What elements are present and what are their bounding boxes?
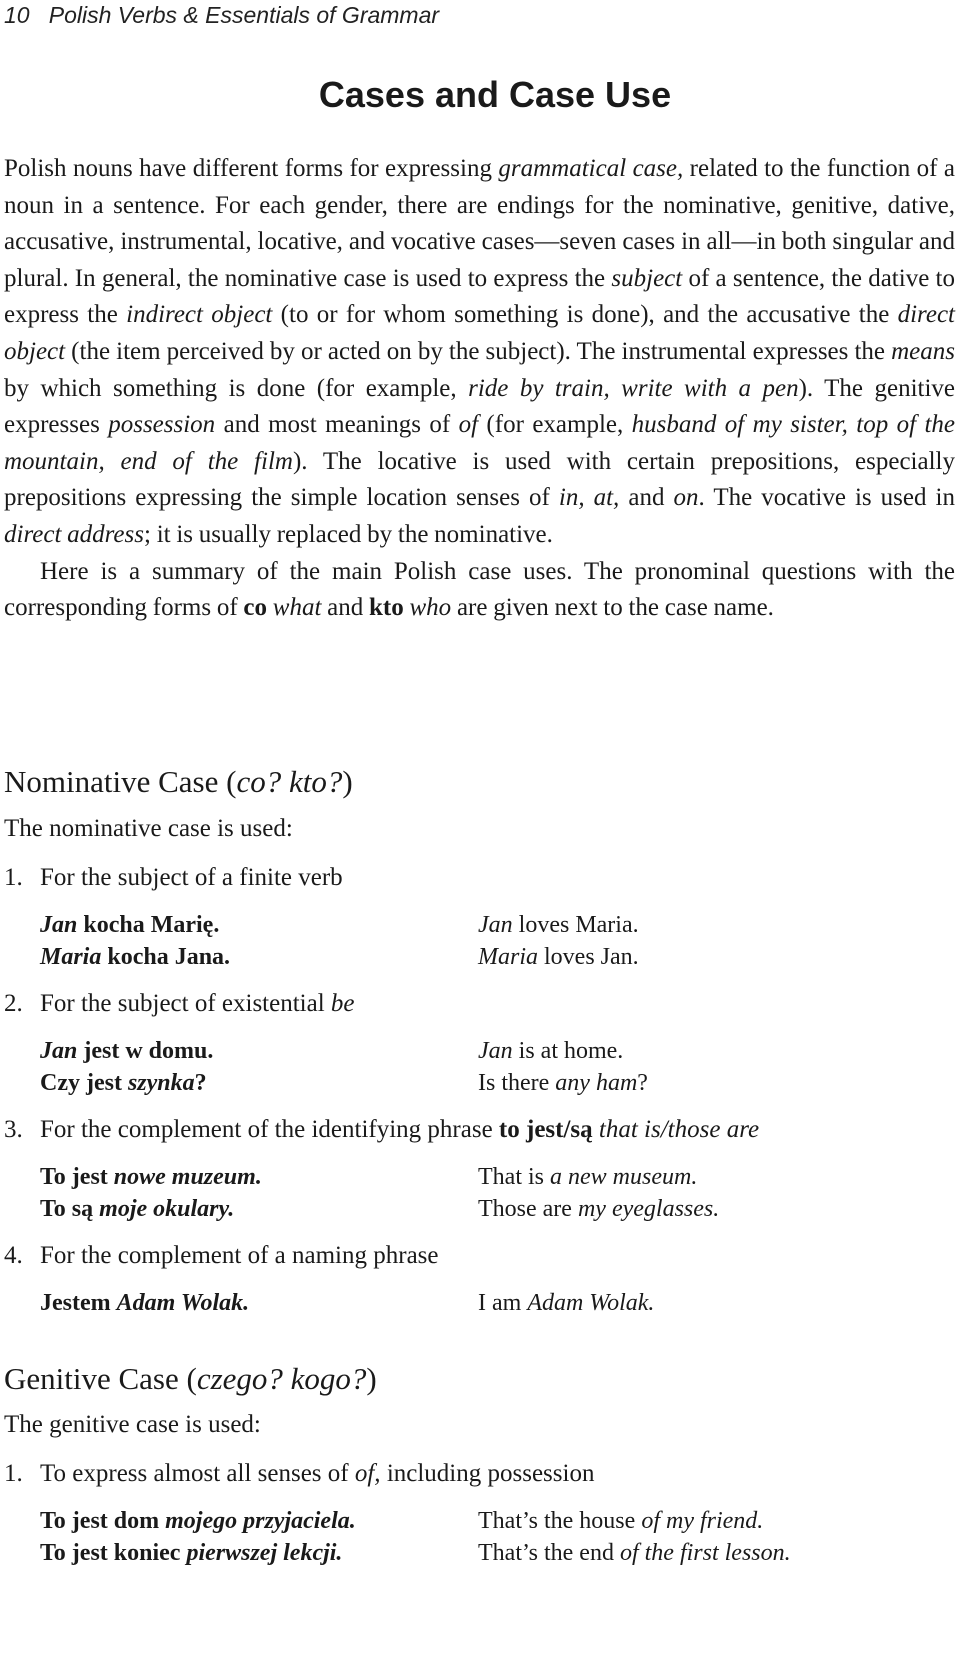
english-translation: That is a new museum. (478, 1164, 698, 1190)
section-heading-genitive: Genitive Case (czego? kogo?) (4, 1361, 377, 1396)
english-translation: That’s the end of the first lesson. (478, 1540, 791, 1566)
example-row (40, 1287, 940, 1319)
english-translation: Is there any ham? (478, 1070, 648, 1096)
page-number: 10 (4, 2, 30, 28)
rule-text: For the subject of a finite verb (40, 864, 343, 891)
example-row (40, 941, 940, 973)
section-intro: The genitive case is used: (4, 1411, 261, 1438)
example-row (40, 909, 940, 941)
rule-item (4, 862, 343, 894)
intro-text (4, 151, 955, 627)
english-translation: Jan is at home. (478, 1038, 624, 1064)
english-translation: Those are my eyeglasses. (478, 1196, 720, 1222)
example-row (40, 1067, 940, 1099)
intro-paragraph: Here is a summary of the main Polish case uses. The pronominal questions with the corresponding forms of co what and kto who are given next to the case name. (4, 557, 955, 622)
rule-item (4, 1240, 439, 1272)
polish-example: Jan kocha Marię. (40, 912, 220, 938)
rule-item (4, 1458, 594, 1490)
example-row (40, 1035, 940, 1067)
polish-example: Jan jest w domu. (40, 1038, 214, 1064)
rule-number: 1. (4, 864, 23, 891)
english-translation: I am Adam Wolak. (478, 1290, 655, 1316)
rule-text: For the complement of the identifying phrase to jest/są that is/those are (40, 1116, 760, 1143)
intro-paragraph: Polish nouns have different forms for expressing grammatical case, related to the function of a noun in a sentence. For each gender, there are endings for the nominative, genitive, dative, accusative, instrumental, locative, and vocative cases—seven cases in all—in both singular and plural. In general, the nominative case is used to express the subject of a sentence, the dative to express the indirect object (to or for whom something is done), and the accusative the direct object (the item perceived by or acted on by the subject). The instrumental expresses the means by which something is done (for example, ride by train, write with a pen). The genitive expresses possession and most meanings of of (for example, husband of my sister, top of the mountain, end of the film). The locative is used with certain prepositions, especially prepositions expressing the simple location senses of in, at, and on. The vocative is used in direct address; it is usually replaced by the nominative. (4, 155, 956, 548)
polish-example: Czy jest szynka? (40, 1070, 207, 1096)
english-translation: That’s the house of my friend. (478, 1508, 764, 1534)
polish-example: To jest nowe muzeum. (40, 1164, 262, 1190)
example-row (40, 1161, 940, 1193)
rule-text: To express almost all senses of of, including possession (40, 1460, 595, 1487)
rule-text: For the subject of existential be (40, 990, 355, 1017)
rule-number: 3. (4, 1116, 23, 1143)
rule-number: 4. (4, 1242, 23, 1269)
polish-example: To jest koniec pierwszej lekcji. (40, 1540, 343, 1566)
page-title: Cases and Case Use (318, 74, 672, 115)
polish-example: To jest dom mojego przyjaciela. (40, 1508, 356, 1534)
example-row (40, 1193, 940, 1225)
running-head (4, 0, 439, 30)
example-row (40, 1505, 940, 1537)
english-translation: Maria loves Jan. (478, 944, 639, 970)
english-translation: Jan loves Maria. (478, 912, 639, 938)
rule-item (4, 1114, 759, 1146)
example-row (40, 1537, 940, 1569)
section-intro: The nominative case is used: (4, 815, 293, 842)
rule-text: For the complement of a naming phrase (40, 1242, 439, 1269)
book-title: Polish Verbs & Essentials of Grammar (48, 2, 440, 28)
polish-example: To są moje okulary. (40, 1196, 235, 1222)
polish-example: Jestem Adam Wolak. (40, 1290, 250, 1316)
rule-number: 1. (4, 1460, 23, 1487)
section-heading-nominative: Nominative Case (co? kto?) (4, 764, 353, 799)
rule-item (4, 988, 355, 1020)
polish-example: Maria kocha Jana. (40, 944, 231, 970)
rule-number: 2. (4, 990, 23, 1017)
